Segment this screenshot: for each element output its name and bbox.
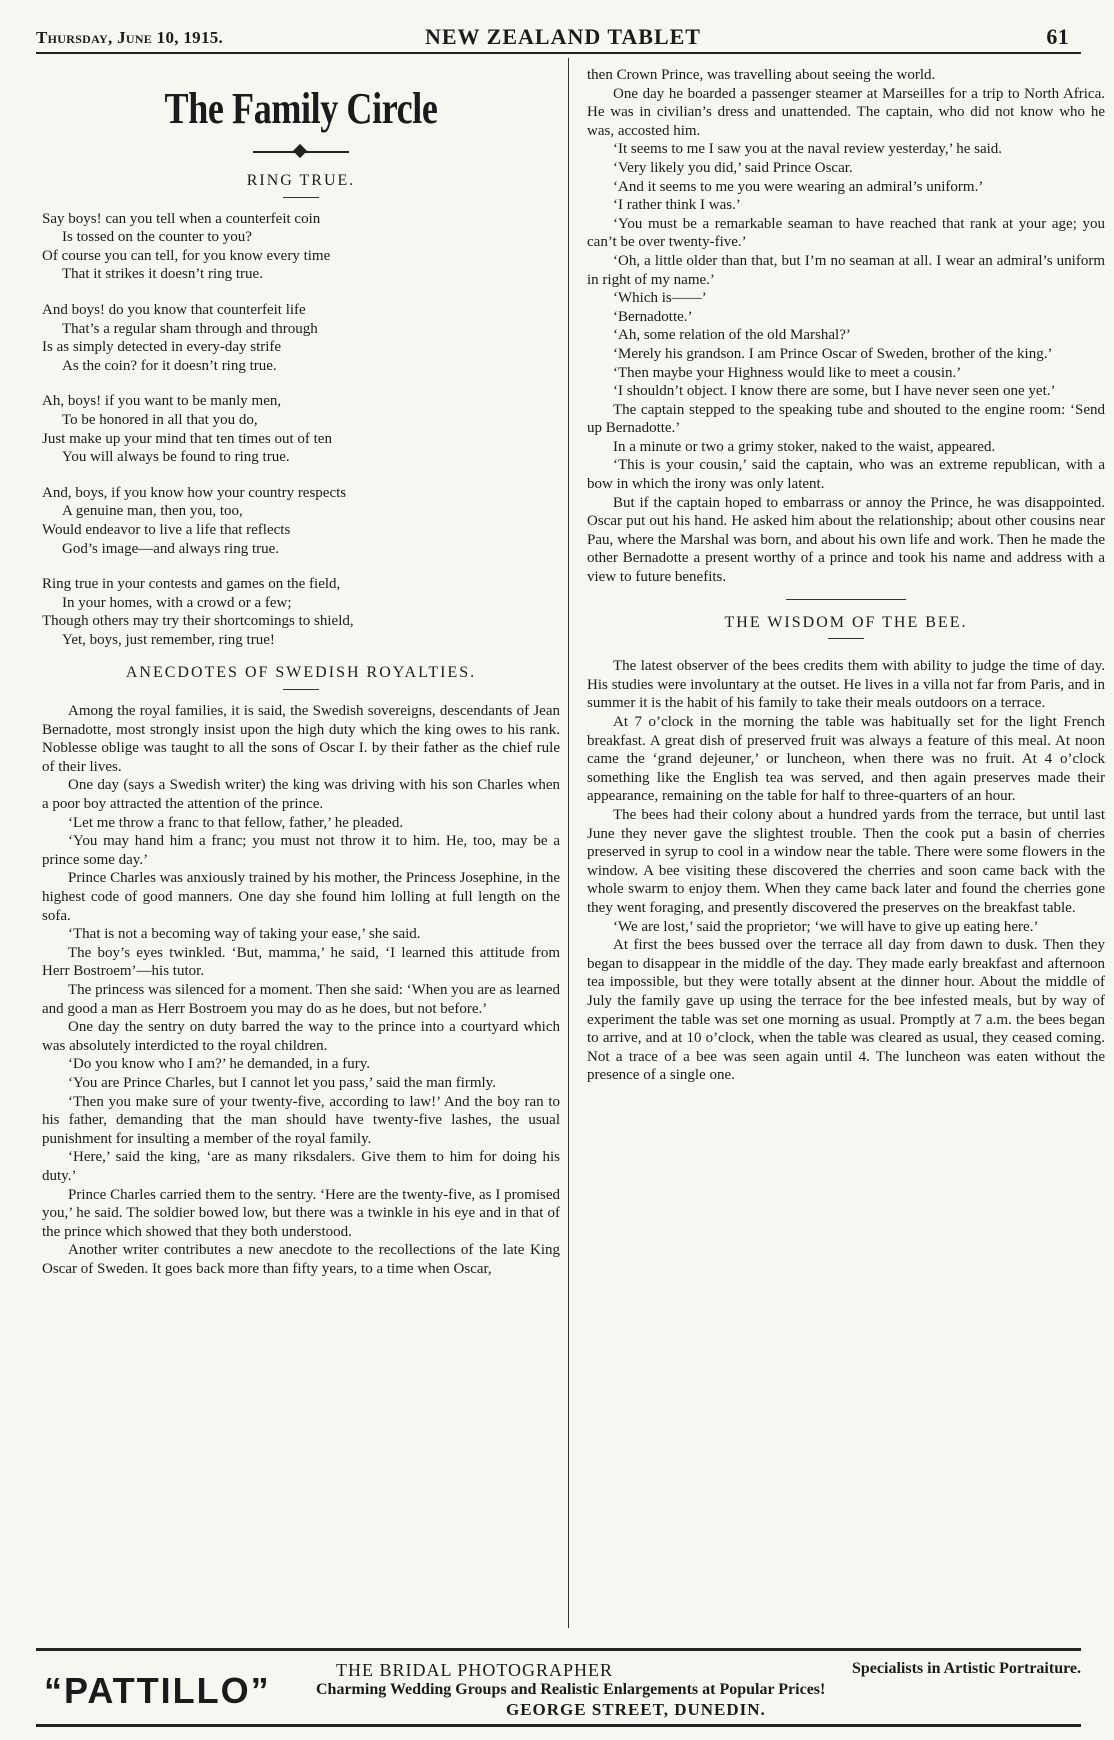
paragraph: ‘You must be a remarkable seaman to have reached that rank at your age; you can’t be over twenty-five.’ bbox=[587, 215, 1105, 251]
paragraph: ‘Merely his grandson. I am Prince Oscar of Sweden, brother of the king.’ bbox=[613, 345, 1053, 362]
paragraph: But if the captain hoped to embarrass or annoy the Prince, he was disappointed. Oscar put out his hand. He asked him about the relationship; about other cousins near Pau, where the Marshal was born, and about his own life and work. Then he made the other Bernadotte a present worthy of a prince and took his name and address with a view to future benefits. bbox=[587, 494, 1105, 586]
paragraph: ‘Do you know who I am?’ he demanded, in a fury. bbox=[68, 1056, 370, 1073]
paragraph: The boy’s eyes twinkled. ‘But, mamma,’ he said, ‘I learned this attitude from Herr Bostroem’—his tutor. bbox=[42, 944, 560, 980]
paragraph: ‘Here,’ said the king, ‘are as many riksdalers. Give them to him for doing his duty.’ bbox=[42, 1149, 560, 1184]
paragraph: ‘Oh, a little older than that, but I’m no seaman at all. I wear an admiral’s uniform in right of my name.’ bbox=[587, 252, 1105, 288]
paragraph: Prince Charles was anxiously trained by his mother, the Princess Josephine, in the highest code of good manners. One day she found him lolling at full length on the sofa. bbox=[42, 870, 560, 924]
poem-stanza bbox=[42, 484, 560, 558]
paragraph: ‘I shouldn’t object. I know there are some, but I have never seen one yet.’ bbox=[613, 383, 1056, 400]
paragraph: The captain stepped to the speaking tube and shouted to the engine room: ‘Send up Bernadotte.’ bbox=[587, 401, 1105, 437]
paragraph: ‘Very likely you did,’ said Prince Oscar. bbox=[613, 159, 853, 176]
paragraph: ‘Bernadotte.’ bbox=[613, 308, 693, 325]
header-rule bbox=[36, 52, 1081, 54]
poem-line: Yet, boys, just remember, ring true! bbox=[62, 631, 275, 648]
poem-heading: RING TRUE. bbox=[246, 172, 356, 189]
anecdotes-heading: ANECDOTES OF SWEDISH ROYALTIES. bbox=[125, 664, 477, 682]
poem-line: Though others may try their shortcomings to shield, bbox=[42, 613, 354, 630]
poem-line: Ah, boys! if you want to be manly men, bbox=[42, 393, 282, 410]
paragraph: At first the bees bussed over the terrace all day from dawn to dusk. Then they began to disappear in the middle of the day. They made early breakfast and afternoon tea impossible, but they were totally absent at the dinner hour. About the middle of July the family gave up using the terrace for the bee infested meals, but by way of experiment the table was set one morning as usual. Promptly at 7 a.m. the bees began to arrive, and at 10 o’clock, when the table was cleared as usual, they ceased coming. Not a trace of a bee was seen again until 4. The luncheon was eaten without the presence of a single one. bbox=[587, 937, 1105, 1084]
paragraph: In a minute or two a grimy stoker, naked to the waist, appeared. bbox=[613, 438, 996, 455]
ad-address: GEORGE STREET, DUNEDIN. bbox=[506, 1700, 766, 1719]
poem-line: To be honored in all that you do, bbox=[62, 411, 258, 428]
paragraph: One day the sentry on duty barred the way to the prince into a courtyard which was absolutely interdicted to the royal children. bbox=[42, 1019, 560, 1054]
paragraph: The latest observer of the bees credits them with ability to judge the time of day. His studies were involuntary at the outset. He lives in a villa not far from Paris, and in summer it is the habit of his family to take their meals outdoors on a terrace. bbox=[587, 658, 1105, 712]
page-number: 61 bbox=[1046, 24, 1069, 49]
footer-rule-top bbox=[36, 1648, 1081, 1651]
poem-line: And, boys, if you know how your country respects bbox=[42, 484, 347, 501]
poem-line: And boys! do you know that counterfeit life bbox=[42, 301, 306, 318]
anecdotes-article bbox=[42, 702, 560, 1278]
ad-trade: THE BRIDAL PHOTOGRAPHER bbox=[336, 1660, 614, 1680]
column-rule bbox=[568, 58, 569, 1628]
section-title: The Family Circle bbox=[164, 84, 438, 133]
heading-rule bbox=[283, 689, 319, 690]
poem-line: Would endeavor to live a life that reflects bbox=[42, 521, 291, 538]
paragraph: Another writer contributes a new anecdote to the recollections of the late King Oscar of Sweden. It goes back more than fifty years, to a time when Oscar, bbox=[42, 1242, 560, 1277]
poem bbox=[42, 210, 560, 650]
poem-line: As the coin? for it doesn’t ring true. bbox=[62, 357, 277, 374]
paragraph: ‘We are lost,’ said the proprietor; ‘we will have to give up eating here.’ bbox=[613, 918, 1039, 935]
left-column bbox=[42, 66, 560, 1278]
poem-line: Just make up your mind that ten times out of ten bbox=[42, 430, 332, 447]
poem-stanza bbox=[42, 210, 560, 284]
bee-article bbox=[587, 657, 1105, 1085]
paragraph: ‘Which is——’ bbox=[613, 290, 707, 307]
poem-line: You will always be found to ring true. bbox=[62, 449, 290, 466]
paragraph: Prince Charles carried them to the sentry. ‘Here are the twenty-five, as I promised you,’ he said. The soldier bowed low, but there was a twinkle in his eye and in that of the prince which showed that they both understood. bbox=[42, 1186, 560, 1240]
paragraph: ‘Then you make sure of your twenty-five, according to law!’ And the boy ran to his father, demanding that the man should have twenty-five lashes, the usual punishment for insulting a member of the royal family. bbox=[42, 1093, 560, 1147]
poem-line: Of course you can tell, for you know every time bbox=[42, 247, 331, 264]
page-header bbox=[36, 24, 1081, 50]
paragraph: At 7 o’clock in the morning the table was habitually set for the light French breakfast. A great dish of preserved fruit was always a feature of this meal. At noon came the ‘grand dejeuner,’ or luncheon, when there was no fruit. At 4 o’clock something like the English tea was served, and then again preserves made their appearance, remaining on the table for half to three-quarters of an hour. bbox=[587, 714, 1105, 805]
poem-line: God’s image—and always ring true. bbox=[62, 540, 280, 557]
ad-specialty: Specialists in Artistic Portraiture. bbox=[852, 1660, 1081, 1677]
bee-heading: THE WISDOM OF THE BEE. bbox=[724, 613, 968, 631]
article-separator bbox=[786, 599, 906, 600]
paragraph: ‘And it seems to me you were wearing an admiral’s uniform.’ bbox=[613, 178, 984, 195]
poem-line: Is tossed on the counter to you? bbox=[62, 229, 252, 246]
poem-stanza bbox=[42, 575, 560, 649]
paragraph: ‘I rather think I was.’ bbox=[613, 197, 741, 214]
poem-line: A genuine man, then you, too, bbox=[62, 503, 243, 520]
paragraph: Among the royal families, it is said, the Swedish sovereigns, descendants of Jean Bernadotte, most strongly insist upon the high duty which the king owes to his rank. Noblesse oblige was taught to all the sons of Oscar I. by their father as the chief rule of their lives. bbox=[42, 703, 560, 775]
paragraph: The bees had their colony about a hundred yards from the terrace, but until last June they never gave the slightest trouble. Then the cook put a basin of cherries preserved in syrup to cool in a window near the table. There were some flowers in the window. A bee visiting these discovered the cherries and soon came back with the whole swarm to enjoy them. When they came back later and found the cherries gone they went foraging, and presently discovered the preserves on the breakfast table. bbox=[587, 806, 1105, 916]
paragraph: One day (says a Swedish writer) the king was driving with his son Charles when a poor boy attracted the attention of the prince. bbox=[42, 777, 560, 813]
poem-line: In your homes, with a crowd or a few; bbox=[62, 594, 292, 611]
advertiser-name: “PATTILLO” bbox=[44, 1670, 271, 1711]
ad-line-2: Charming Wedding Groups and Realistic Enlargements at Popular Prices! bbox=[316, 1681, 826, 1698]
heading-rule bbox=[283, 197, 319, 198]
poem-line: Ring true in your contests and games on the field, bbox=[42, 576, 341, 593]
paragraph: ‘Ah, some relation of the old Marshal?’ bbox=[613, 327, 851, 344]
paragraph: ‘You are Prince Charles, but I cannot let you pass,’ said the man firmly. bbox=[68, 1074, 496, 1091]
paragraph: ‘It seems to me I saw you at the naval review yesterday,’ he said. bbox=[613, 141, 1003, 158]
paragraph: One day he boarded a passenger steamer at Marseilles for a trip to North Africa. He was in civilian’s dress and unattended. The captain, who did not know who he was, accosted him. bbox=[587, 85, 1105, 139]
poem-line: Is as simply detected in every-day strife bbox=[42, 339, 282, 356]
continued-paragraph: then Crown Prince, was travelling about seeing the world. bbox=[587, 67, 936, 83]
paragraph: The princess was silenced for a moment. Then she said: ‘When you are as learned and good a man as Herr Bostroem you may do as he does, but not before.’ bbox=[42, 981, 560, 1017]
paragraph: ‘That is not a becoming way of taking your ease,’ she said. bbox=[68, 926, 421, 943]
heading-rule bbox=[828, 638, 864, 639]
poem-line: Say boys! can you tell when a counterfeit coin bbox=[42, 210, 321, 227]
advertisement-footer bbox=[36, 1660, 1081, 1720]
paragraph: ‘Let me throw a franc to that fellow, father,’ he pleaded. bbox=[68, 814, 404, 831]
anecdotes-article-continued bbox=[587, 85, 1105, 587]
right-column bbox=[587, 66, 1105, 1085]
poem-stanza bbox=[42, 301, 560, 375]
masthead-title: NEW ZEALAND TABLET bbox=[425, 24, 701, 49]
title-ornament bbox=[253, 146, 349, 158]
paragraph: ‘Then maybe your Highness would like to meet a cousin.’ bbox=[613, 364, 962, 381]
footer-rule-bottom bbox=[36, 1724, 1081, 1727]
paragraph: ‘This is your cousin,’ said the captain, who was an extreme republican, with a bow in which the irony was only latent. bbox=[587, 457, 1105, 493]
poem-stanza bbox=[42, 392, 560, 466]
issue-date: Thursday, June 10, 1915. bbox=[36, 28, 224, 47]
poem-line: That it strikes it doesn’t ring true. bbox=[62, 266, 263, 283]
paragraph: ‘You may hand him a franc; you must not throw it to him. He, too, may be a prince some day.’ bbox=[42, 833, 560, 868]
poem-line: That’s a regular sham through and through bbox=[62, 320, 318, 337]
